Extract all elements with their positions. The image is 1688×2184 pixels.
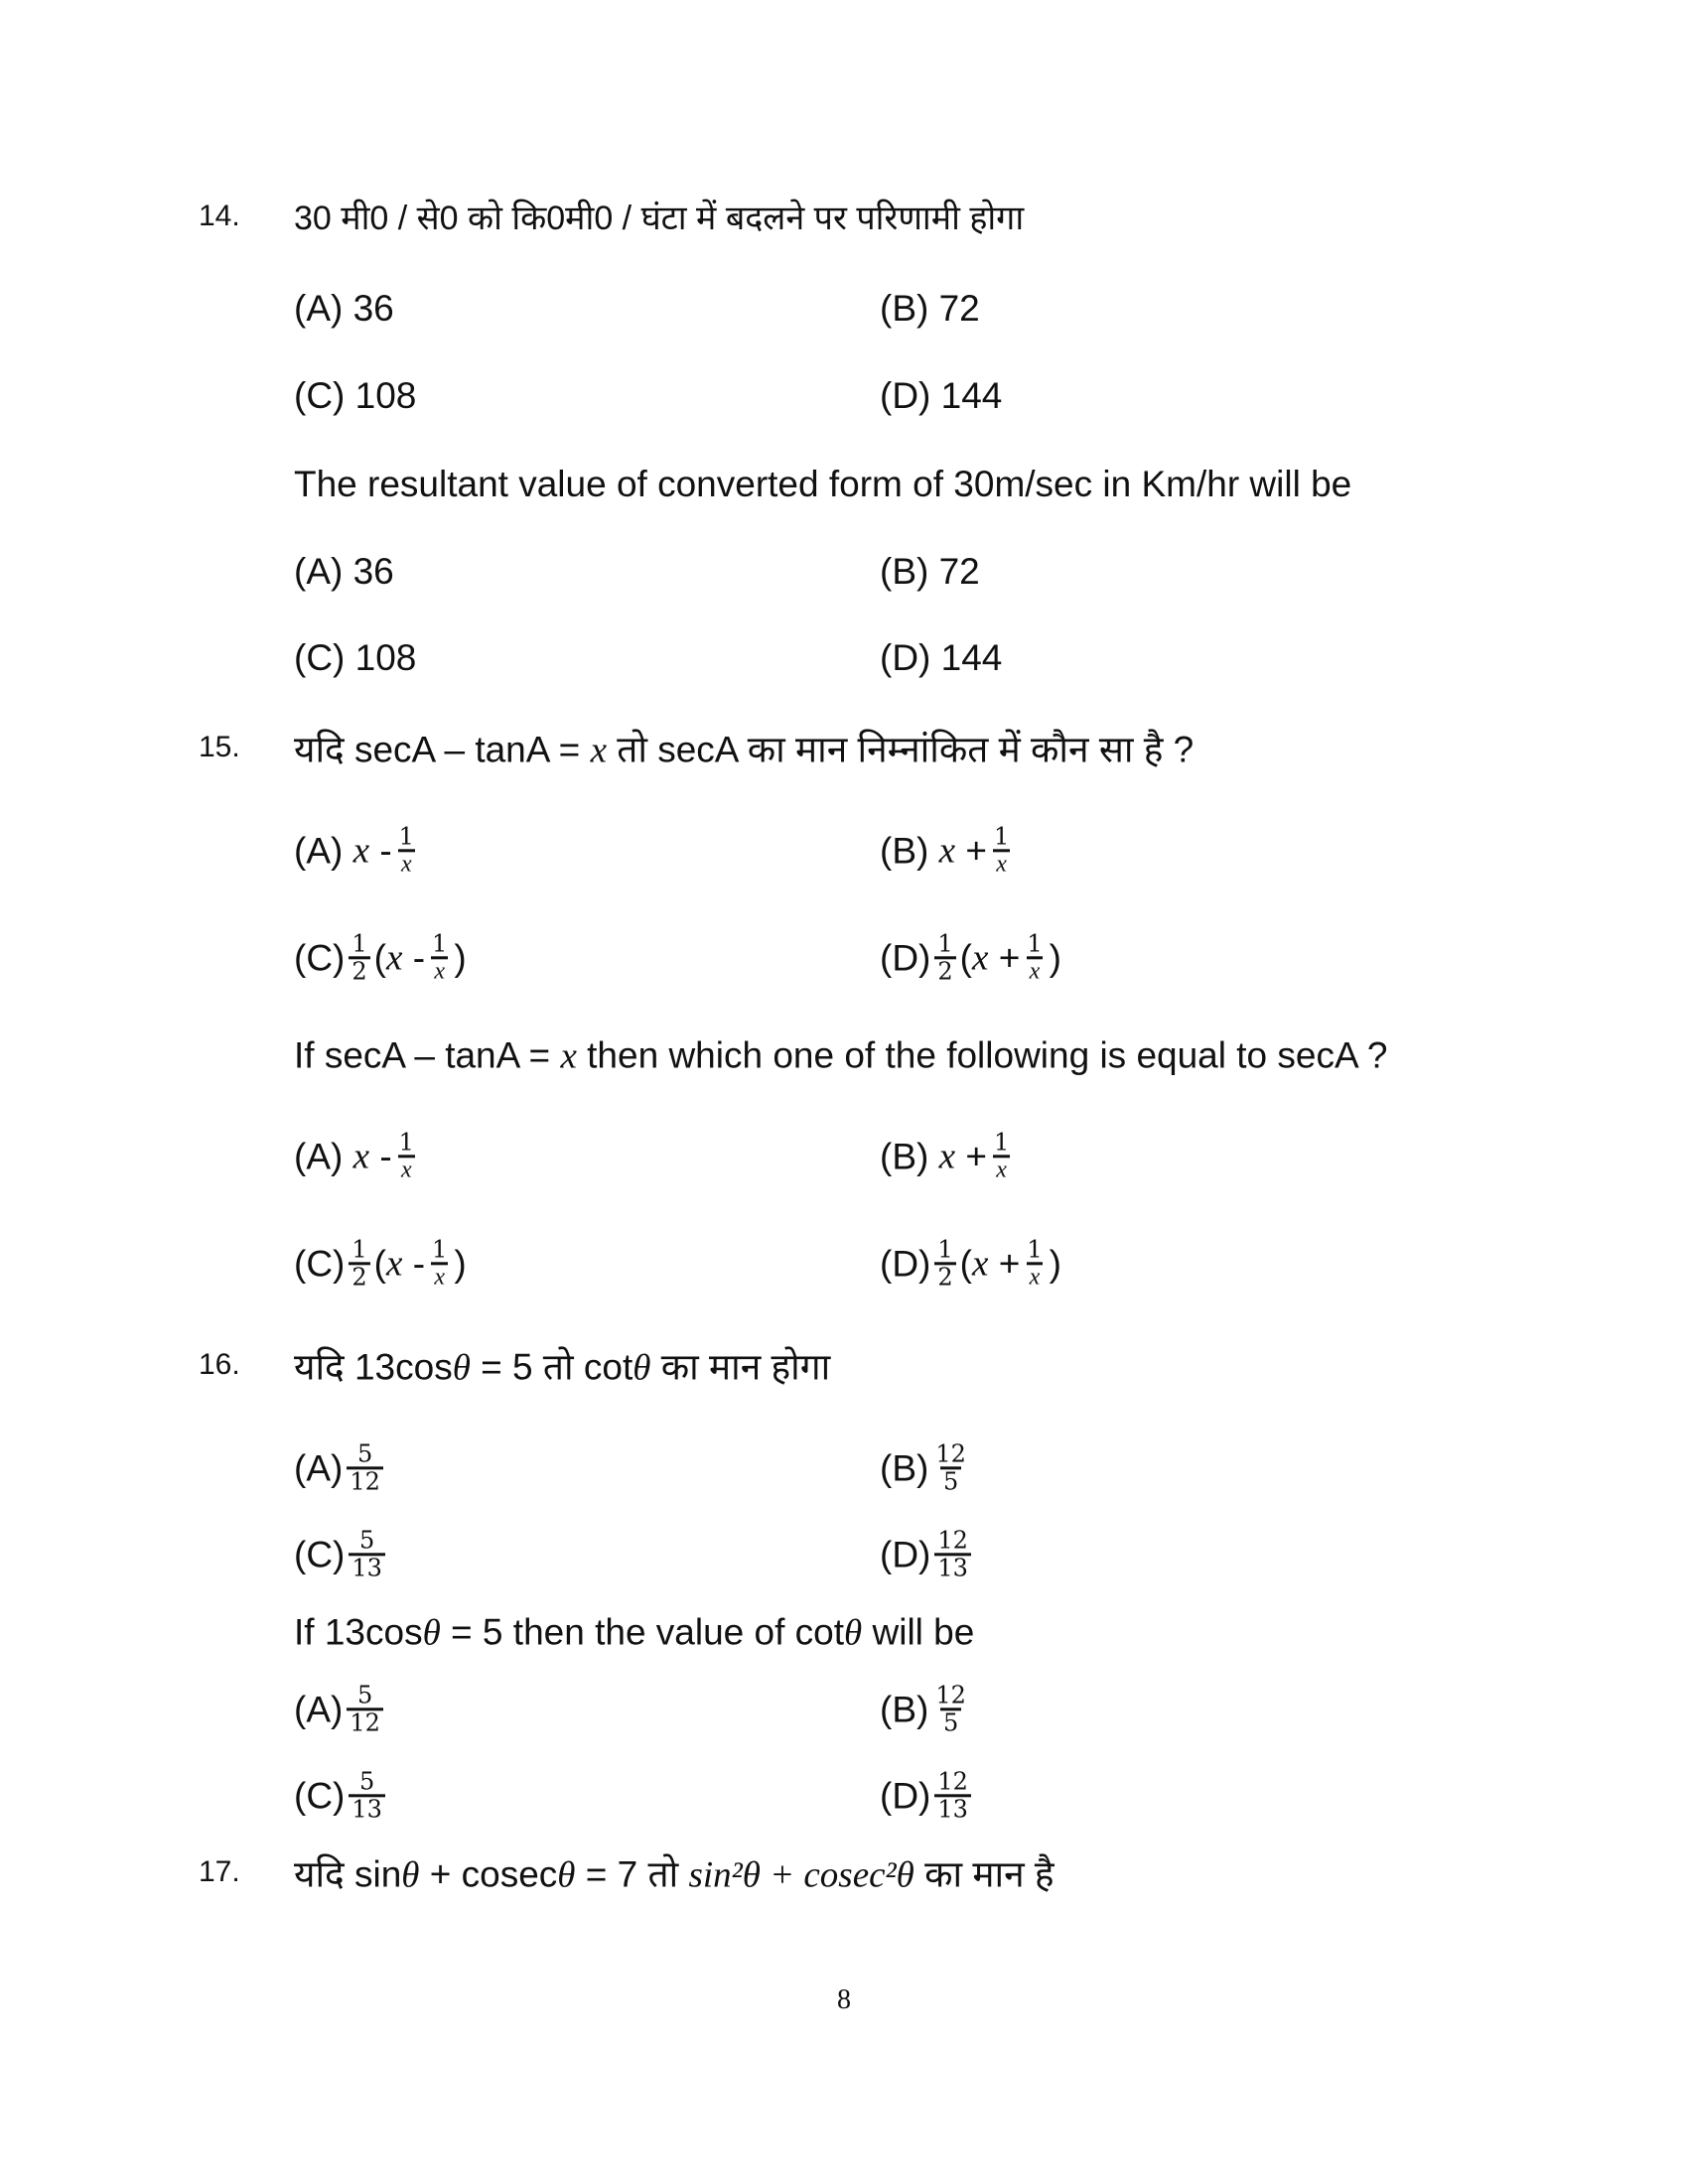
text: यदि sin bbox=[294, 1853, 402, 1895]
fraction bbox=[991, 1130, 1012, 1182]
math-var: x bbox=[938, 830, 956, 872]
math-var: θ bbox=[557, 1854, 576, 1896]
paren: ) bbox=[454, 937, 467, 978]
denominator: 5 bbox=[940, 1467, 961, 1495]
denominator: x bbox=[398, 1156, 415, 1183]
option-label: (D) bbox=[880, 1243, 931, 1284]
question-number: 15. bbox=[199, 731, 240, 763]
denominator: 13 bbox=[349, 1795, 385, 1823]
fraction bbox=[429, 931, 450, 984]
fraction bbox=[349, 931, 369, 984]
denominator: 2 bbox=[349, 1263, 369, 1291]
fraction bbox=[429, 1237, 450, 1290]
text: will be bbox=[862, 1611, 975, 1653]
numerator: 1 bbox=[937, 1235, 953, 1264]
numerator: 1 bbox=[352, 929, 367, 958]
operator: + bbox=[998, 1243, 1021, 1284]
question-number: 16. bbox=[199, 1348, 240, 1381]
paren: ) bbox=[1049, 937, 1061, 978]
text: + cosec bbox=[419, 1853, 558, 1895]
numerator: 1 bbox=[352, 1235, 367, 1264]
text: यदि 13cos bbox=[294, 1346, 453, 1388]
operator: + bbox=[965, 830, 987, 871]
denominator: 13 bbox=[934, 1795, 971, 1823]
text: यदि secA – tanA = bbox=[294, 729, 591, 770]
option-label: (B) bbox=[880, 1689, 929, 1729]
fraction bbox=[932, 1683, 969, 1735]
denominator: 2 bbox=[934, 1263, 955, 1291]
option-c bbox=[294, 1237, 467, 1290]
option-d bbox=[880, 931, 1061, 984]
paren: ) bbox=[1049, 1243, 1061, 1284]
fraction bbox=[934, 931, 955, 984]
option-label: (B) bbox=[880, 830, 929, 871]
option-label: (C) bbox=[294, 1243, 346, 1284]
math-var: x bbox=[385, 1243, 403, 1285]
fraction bbox=[349, 1769, 385, 1822]
paren: ( bbox=[959, 1243, 972, 1284]
fraction bbox=[396, 1130, 417, 1182]
option-a bbox=[294, 1683, 387, 1735]
option-b: (B) 72 bbox=[880, 288, 980, 329]
numerator: 1 bbox=[1027, 929, 1043, 958]
option-b bbox=[880, 1130, 1016, 1182]
fraction bbox=[347, 1683, 383, 1735]
fraction bbox=[934, 1237, 955, 1290]
option-a: (A) 36 bbox=[294, 551, 394, 592]
text: तो secA का मान निम्नांकित में कौन सा है ? bbox=[607, 729, 1195, 770]
option-label: (D) bbox=[880, 937, 931, 978]
math-var: θ bbox=[844, 1612, 863, 1654]
question-text-hindi bbox=[294, 1340, 830, 1391]
option-label: (A) bbox=[294, 1689, 344, 1729]
paren: ( bbox=[373, 937, 386, 978]
math-var: θ bbox=[422, 1612, 441, 1654]
fraction bbox=[934, 1769, 971, 1822]
option-c bbox=[294, 1769, 389, 1822]
option-a: (A) 36 bbox=[294, 288, 394, 329]
text: If secA – tanA = bbox=[294, 1034, 561, 1076]
numerator: 1 bbox=[937, 929, 953, 958]
question-text-hindi: 30 मी0 / से0 को कि0मी0 / घंटा में बदलने पर परिणामी होगा bbox=[294, 200, 1025, 237]
denominator: x bbox=[431, 1263, 448, 1291]
option-label: (B) bbox=[880, 1136, 929, 1176]
denominator: 5 bbox=[940, 1708, 961, 1736]
paren: ) bbox=[454, 1243, 467, 1284]
option-b bbox=[880, 824, 1016, 877]
fraction bbox=[932, 1441, 969, 1494]
question-number: 17. bbox=[199, 1855, 240, 1888]
paren: ( bbox=[959, 937, 972, 978]
operator: - bbox=[412, 937, 426, 978]
option-label: (D) bbox=[880, 1775, 931, 1816]
option-label: (B) bbox=[880, 1447, 929, 1488]
denominator: 12 bbox=[347, 1708, 383, 1736]
text: then which one of the following is equal to secA ? bbox=[576, 1034, 1388, 1076]
numerator: 12 bbox=[937, 1767, 968, 1796]
operator: + bbox=[998, 937, 1021, 978]
math-var: x bbox=[971, 1243, 989, 1285]
option-a bbox=[294, 824, 421, 877]
operator: - bbox=[379, 830, 392, 871]
denominator: 13 bbox=[349, 1554, 385, 1581]
question-number: 14. bbox=[199, 200, 240, 232]
math-var: x bbox=[938, 1136, 956, 1177]
text: = 7 तो bbox=[575, 1853, 689, 1895]
math-var: x bbox=[385, 937, 403, 979]
text: If 13cos bbox=[294, 1611, 423, 1653]
fraction bbox=[347, 1441, 383, 1494]
numerator: 12 bbox=[935, 1681, 966, 1709]
denominator: x bbox=[431, 957, 448, 985]
text: का मान होगा bbox=[650, 1346, 831, 1388]
math-var: θ bbox=[401, 1854, 420, 1896]
fraction bbox=[396, 824, 417, 877]
denominator: x bbox=[993, 850, 1010, 878]
option-label: (C) bbox=[294, 1534, 346, 1574]
operator: - bbox=[379, 1136, 392, 1176]
numerator: 5 bbox=[359, 1767, 375, 1796]
math-var: x bbox=[352, 1136, 370, 1177]
option-d: (D) 144 bbox=[880, 637, 1003, 678]
fraction bbox=[349, 1237, 369, 1290]
option-label: (D) bbox=[880, 1534, 931, 1574]
question-text-english bbox=[294, 1035, 1387, 1078]
numerator: 1 bbox=[432, 929, 448, 958]
denominator: x bbox=[398, 850, 415, 878]
math-var: x bbox=[590, 730, 607, 771]
option-a bbox=[294, 1130, 421, 1182]
option-label: (A) bbox=[294, 1136, 344, 1176]
fraction bbox=[1024, 931, 1045, 984]
numerator: 1 bbox=[398, 822, 414, 851]
text: = 5 तो cot bbox=[470, 1346, 633, 1388]
text: का मान है bbox=[914, 1853, 1055, 1895]
math-var: x bbox=[560, 1035, 577, 1077]
option-a bbox=[294, 1441, 387, 1494]
numerator: 12 bbox=[937, 1526, 968, 1555]
fraction bbox=[1024, 1237, 1045, 1290]
math-var: θ bbox=[633, 1347, 651, 1389]
numerator: 1 bbox=[432, 1235, 448, 1264]
option-d bbox=[880, 1237, 1061, 1290]
option-b bbox=[880, 1683, 973, 1735]
fraction bbox=[349, 1528, 385, 1580]
option-d bbox=[880, 1528, 975, 1580]
operator: - bbox=[412, 1243, 426, 1284]
fraction bbox=[991, 824, 1012, 877]
option-c bbox=[294, 931, 467, 984]
denominator: x bbox=[1027, 1263, 1044, 1291]
question-text-english bbox=[294, 1612, 974, 1655]
question-text-english: The resultant value of converted form of 30m/sec in Km/hr will be bbox=[294, 464, 1352, 504]
paren: ( bbox=[373, 1243, 386, 1284]
math-var: x bbox=[971, 937, 989, 979]
option-d bbox=[880, 1769, 975, 1822]
option-d: (D) 144 bbox=[880, 375, 1003, 416]
denominator: 12 bbox=[347, 1467, 383, 1495]
numerator: 1 bbox=[993, 822, 1010, 851]
denominator: 2 bbox=[934, 957, 955, 985]
math-var: θ bbox=[452, 1347, 471, 1389]
option-b: (B) 72 bbox=[880, 551, 980, 592]
numerator: 5 bbox=[359, 1526, 375, 1555]
text: = 5 then the value of cot bbox=[440, 1611, 845, 1653]
numerator: 1 bbox=[1027, 1235, 1043, 1264]
option-label: (C) bbox=[294, 937, 346, 978]
page-number: 8 bbox=[837, 1984, 851, 2015]
numerator: 5 bbox=[356, 1439, 373, 1468]
numerator: 5 bbox=[356, 1681, 373, 1709]
denominator: 13 bbox=[934, 1554, 971, 1581]
math-var: x bbox=[352, 830, 370, 872]
numerator: 1 bbox=[398, 1128, 414, 1157]
operator: + bbox=[965, 1136, 987, 1176]
option-label: (A) bbox=[294, 830, 344, 871]
math-expression: sin²θ + cosec²θ bbox=[688, 1854, 914, 1896]
option-label: (A) bbox=[294, 1447, 344, 1488]
question-text-hindi bbox=[294, 723, 1194, 773]
denominator: x bbox=[993, 1156, 1010, 1183]
question-text-hindi bbox=[294, 1847, 1055, 1898]
numerator: 1 bbox=[993, 1128, 1010, 1157]
option-c: (C) 108 bbox=[294, 637, 417, 678]
denominator: 2 bbox=[349, 957, 369, 985]
numerator: 12 bbox=[935, 1439, 966, 1468]
option-label: (C) bbox=[294, 1775, 346, 1816]
option-b bbox=[880, 1441, 973, 1494]
option-c bbox=[294, 1528, 389, 1580]
fraction bbox=[934, 1528, 971, 1580]
denominator: x bbox=[1027, 957, 1044, 985]
option-c: (C) 108 bbox=[294, 375, 417, 416]
